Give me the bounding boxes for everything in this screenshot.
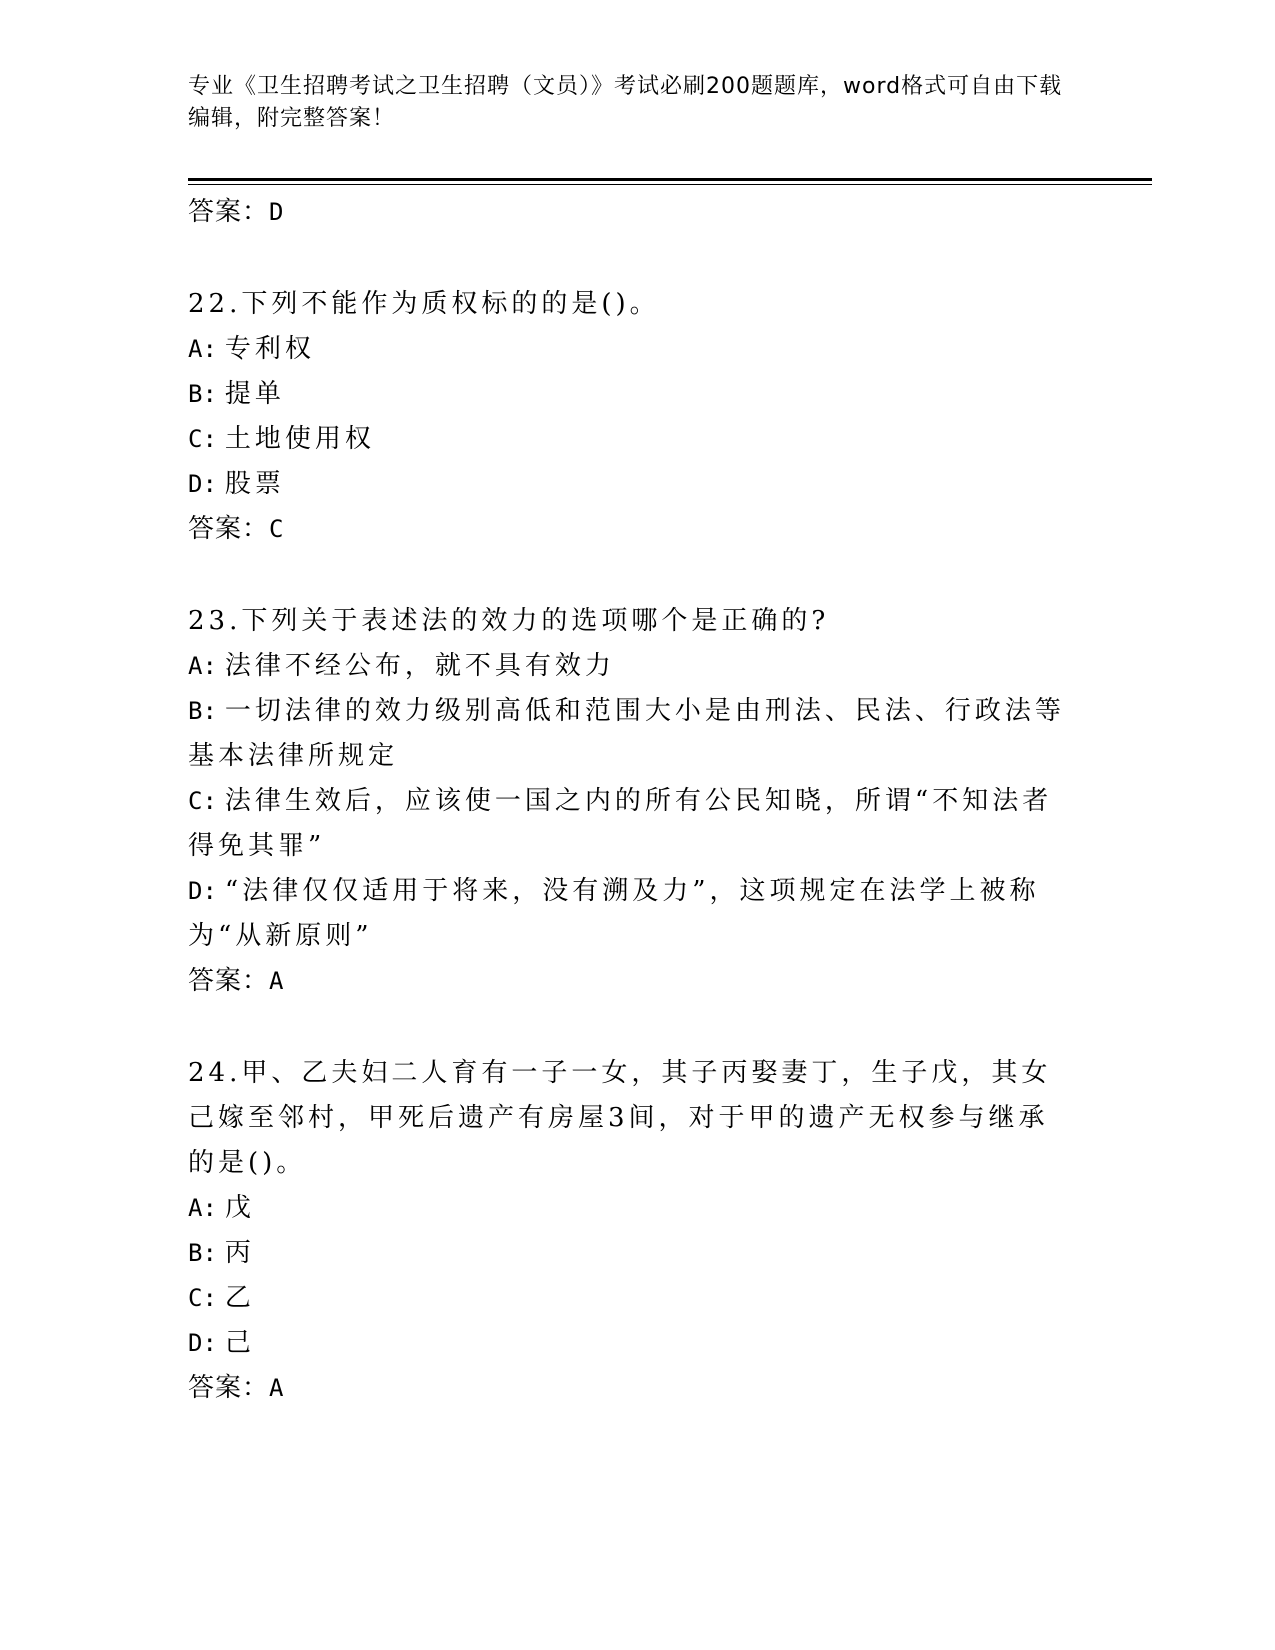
answer-label: 答案： [188, 514, 270, 544]
option-b [188, 689, 1078, 779]
option-text: 戊 [224, 1193, 255, 1223]
question-list [188, 190, 1078, 1410]
question-answer [188, 1366, 1078, 1410]
option-key: A: [188, 335, 217, 363]
option-a [188, 327, 1078, 372]
option-d [188, 869, 1078, 959]
question-23 [188, 599, 1078, 1003]
option-key: C: [188, 1284, 217, 1312]
option-b [188, 1231, 1078, 1276]
option-key: C: [188, 425, 217, 453]
previous-answer [188, 190, 1078, 234]
answer-label: 答案： [188, 1373, 270, 1403]
option-text: 股票 [224, 469, 285, 499]
option-text: 乙 [224, 1283, 255, 1313]
option-c [188, 417, 1078, 462]
option-text: 己 [224, 1328, 255, 1358]
option-text: 丙 [224, 1238, 255, 1268]
question-stem: 24.甲、乙夫妇二人育有一子一女，其子丙娶妻丁，生子戊，其女己嫁至邻村，甲死后遗产有房屋3间，对于甲的遗产无权参与继承的是()。 [188, 1058, 1052, 1178]
option-key: D: [188, 877, 217, 905]
option-text: 提单 [224, 379, 285, 409]
option-key: A: [188, 652, 217, 680]
option-b [188, 372, 1078, 417]
answer-value: D [269, 198, 285, 226]
option-key: C: [188, 787, 217, 815]
answer-value: C [269, 515, 285, 543]
question-answer [188, 959, 1078, 1003]
question-24 [188, 1051, 1078, 1410]
option-text: 一切法律的效力级别高低和范围大小是由刑法、民法、行政法等基本法律所规定 [188, 696, 1065, 771]
header-divider [188, 178, 1152, 181]
option-a [188, 1186, 1078, 1231]
header-divider-thin [188, 184, 1152, 185]
option-text: 土地使用权 [224, 424, 375, 454]
option-text: “法律仅仅适用于将来，没有溯及力”，这项规定在法学上被称为“从新原则” [188, 876, 1040, 951]
option-key: B: [188, 380, 217, 408]
option-d [188, 462, 1078, 507]
question-22 [188, 282, 1078, 551]
question-answer [188, 507, 1078, 551]
document-header: 专业《卫生招聘考试之卫生招聘（文员）》考试必刷200题题库，word格式可自由下载编辑，附完整答案！ [188, 74, 1063, 131]
option-key: D: [188, 1329, 217, 1357]
option-d [188, 1321, 1078, 1366]
option-a [188, 644, 1078, 689]
option-text: 法律不经公布，就不具有效力 [224, 651, 615, 681]
answer-value: A [269, 967, 285, 995]
option-text: 法律生效后，应该使一国之内的所有公民知晓，所谓“不知法者得免其罪” [188, 786, 1053, 861]
question-stem: 22.下列不能作为质权标的的是()。 [188, 289, 660, 319]
option-text: 专利权 [224, 334, 315, 364]
question-stem: 23.下列关于表述法的效力的选项哪个是正确的? [188, 606, 830, 636]
answer-value: A [269, 1374, 285, 1402]
answer-label: 答案： [188, 197, 270, 227]
answer-label: 答案： [188, 966, 270, 996]
option-c [188, 779, 1078, 869]
option-c [188, 1276, 1078, 1321]
option-key: B: [188, 697, 217, 725]
option-key: A: [188, 1194, 217, 1222]
option-key: B: [188, 1239, 217, 1267]
option-key: D: [188, 470, 217, 498]
